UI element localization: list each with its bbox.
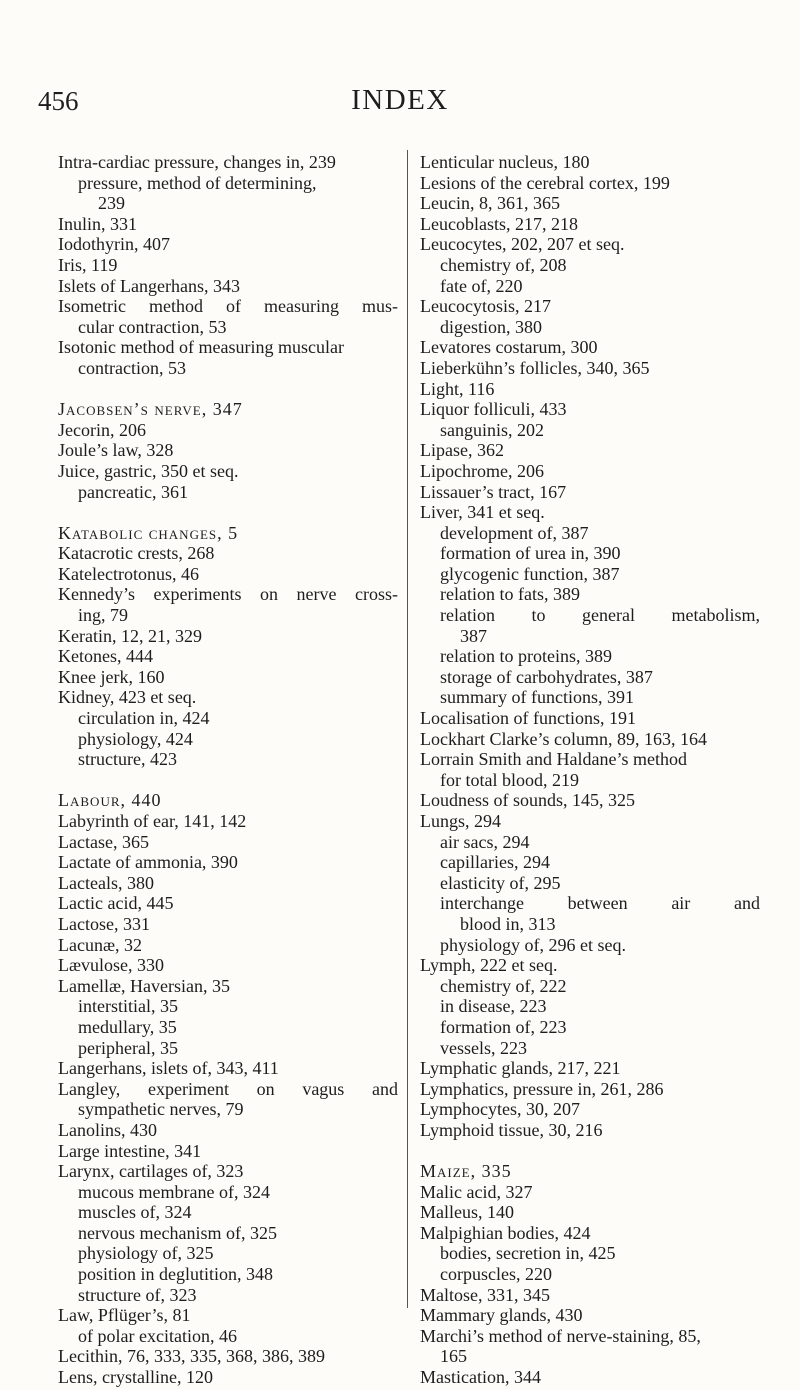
index-entry: Mammary glands, 430 (420, 1305, 583, 1326)
index-entry: in disease, 223 (440, 996, 547, 1017)
index-entry: physiology of, 296 et seq. (440, 934, 626, 955)
index-column-left (58, 152, 398, 1388)
index-entry: Lecithin, 76, 333, 335, 368, 386, 389 (58, 1346, 325, 1367)
index-entry: 165 (440, 1346, 467, 1367)
index-entry: Kidney, 423 et seq. (58, 687, 197, 708)
index-entry: for total blood, 219 (440, 769, 579, 790)
index-entry: medullary, 35 (78, 1016, 177, 1037)
index-entry: Juice, gastric, 350 et seq. (58, 460, 239, 481)
index-entry: Lipochrome, 206 (420, 460, 544, 481)
index-entry: Langerhans, islets of, 343, 411 (58, 1058, 279, 1079)
index-entry: Lymphocytes, 30, 207 (420, 1099, 580, 1120)
index-entry: Levatores costarum, 300 (420, 337, 598, 358)
index-entry: physiology, 424 (78, 728, 193, 749)
index-entry: circulation in, 424 (78, 708, 210, 729)
index-entry: structure, 423 (78, 749, 177, 770)
index-entry: cular contraction, 53 (78, 316, 227, 337)
index-entry: Leucoblasts, 217, 218 (420, 213, 578, 234)
index-entry: glycogenic function, 387 (440, 563, 620, 584)
index-entry: Lanolins, 430 (58, 1119, 157, 1140)
index-entry: fate of, 220 (440, 275, 523, 296)
index-entry: Leucocytosis, 217 (420, 296, 551, 317)
running-head: INDEX (351, 84, 449, 116)
index-entry: Lamellæ, Haversian, 35 (58, 975, 230, 996)
index-entry: Larynx, cartilages of, 323 (58, 1161, 244, 1182)
index-entry: ing, 79 (78, 605, 129, 626)
index-entry: relation to general metabolism, (440, 605, 760, 626)
index-entry: formation of urea in, 390 (440, 543, 621, 564)
index-entry: position in deglutition, 348 (78, 1264, 274, 1285)
index-entry: formation of, 223 (440, 1016, 567, 1037)
index-entry: Loudness of sounds, 145, 325 (420, 790, 635, 811)
index-entry: Lesions of the cerebral cortex, 199 (420, 172, 670, 193)
index-entry: Joule’s law, 328 (58, 440, 174, 461)
column-divider (407, 150, 408, 1308)
index-entry: Maize, 335 (420, 1161, 512, 1182)
index-entry: mucous membrane of, 324 (78, 1181, 270, 1202)
index-entry: relation to fats, 389 (440, 584, 580, 605)
index-entry: pressure, method of determining, (78, 172, 317, 193)
index-entry: Lymphatic glands, 217, 221 (420, 1058, 621, 1079)
index-entry: physiology of, 325 (78, 1243, 214, 1264)
index-entry: Malpighian bodies, 424 (420, 1222, 591, 1243)
index-entry: muscles of, 324 (78, 1202, 192, 1223)
index-entry: Lymphoid tissue, 30, 216 (420, 1119, 603, 1140)
index-entry: Lipase, 362 (420, 440, 504, 461)
index-entry: Intra-cardiac pressure, changes in, 239 (58, 152, 336, 172)
index-entry: interstitial, 35 (78, 996, 178, 1017)
index-entry: Lactic acid, 445 (58, 893, 174, 914)
index-entry: Islets of Langerhans, 343 (58, 275, 240, 296)
index-entry: Lacunæ, 32 (58, 934, 142, 955)
index-entry: Lactose, 331 (58, 913, 150, 934)
index-entry: Lactase, 365 (58, 831, 149, 852)
index-entry: storage of carbohydrates, 387 (440, 666, 653, 687)
index-entry: bodies, secretion in, 425 (440, 1243, 616, 1264)
index-entry: Iris, 119 (58, 254, 118, 275)
index-entry: Malleus, 140 (420, 1202, 514, 1223)
index-entry: Lactate of ammonia, 390 (58, 852, 238, 873)
index-entry: Mastication, 344 (420, 1367, 541, 1388)
index-entry: Localisation of functions, 191 (420, 708, 636, 729)
index-entry: summary of functions, 391 (440, 687, 634, 708)
index-entry: Inulin, 331 (58, 213, 137, 234)
index-entry: Light, 116 (420, 378, 495, 399)
index-entry: Labour, 440 (58, 790, 162, 811)
index-entry: Katelectrotonus, 46 (58, 563, 199, 584)
index-entry: interchange between air and (440, 893, 760, 914)
index-entry: 239 (98, 193, 125, 214)
index-entry: Ketones, 444 (58, 646, 153, 667)
index-entry: development of, 387 (440, 522, 589, 543)
index-entry: Malic acid, 327 (420, 1181, 533, 1202)
index-entry: Lissauer’s tract, 167 (420, 481, 567, 502)
index-entry: Kennedy’s experiments on nerve cross- (58, 584, 398, 605)
index-entry: capillaries, 294 (440, 852, 550, 873)
index-entry: Keratin, 12, 21, 329 (58, 625, 202, 646)
index-entry: Knee jerk, 160 (58, 666, 165, 687)
index-entry: Liquor folliculi, 433 (420, 399, 567, 420)
index-entry: Lieberkühn’s follicles, 340, 365 (420, 357, 650, 378)
page-number: 456 (38, 86, 79, 116)
index-entry: Lungs, 294 (420, 811, 501, 831)
index-entry: digestion, 380 (440, 316, 542, 337)
index-entry: Liver, 341 et seq. (420, 502, 545, 523)
index-entry: Marchi’s method of nerve-staining, 85, (420, 1325, 701, 1346)
index-entry: air sacs, 294 (440, 831, 530, 852)
index-entry: Jecorin, 206 (58, 419, 146, 440)
index-entry: Iodothyrin, 407 (58, 234, 170, 255)
index-entry: elasticity of, 295 (440, 872, 561, 893)
index-column-right (420, 152, 760, 1388)
index-entry: Lacteals, 380 (58, 872, 154, 893)
index-entry: Leucocytes, 202, 207 et seq. (420, 234, 625, 255)
index-entry: structure of, 323 (78, 1284, 197, 1305)
index-entry: Lenticular nucleus, 180 (420, 152, 590, 172)
index-entry: vessels, 223 (440, 1037, 527, 1058)
index-entry: Katacrotic crests, 268 (58, 543, 215, 564)
index-entry: Labyrinth of ear, 141, 142 (58, 811, 247, 831)
index-entry: Large intestine, 341 (58, 1140, 202, 1161)
index-entry: Jacobsen’s nerve, 347 (58, 399, 243, 420)
index-entry: peripheral, 35 (78, 1037, 178, 1058)
index-entry: sympathetic nerves, 79 (78, 1099, 244, 1120)
index-entry: Leucin, 8, 361, 365 (420, 193, 560, 214)
index-entry: relation to proteins, 389 (440, 646, 612, 667)
index-entry: Lockhart Clarke’s column, 89, 163, 164 (420, 728, 707, 749)
index-entry: pancreatic, 361 (78, 481, 188, 502)
index-entry: Maltose, 331, 345 (420, 1284, 550, 1305)
index-entry: contraction, 53 (78, 357, 186, 378)
index-entry: sanguinis, 202 (440, 419, 545, 440)
index-entry: Isometric method of measuring mus- (58, 296, 398, 317)
index-entry: Lorrain Smith and Haldane’s method (420, 749, 687, 770)
index-entry: blood in, 313 (460, 913, 556, 934)
index-entry: Katabolic changes, 5 (58, 522, 239, 543)
index-entry: Lens, crystalline, 120 (58, 1367, 213, 1388)
index-entry: nervous mechanism of, 325 (78, 1222, 277, 1243)
index-entry: of polar excitation, 46 (78, 1325, 237, 1346)
index-entry: 387 (460, 625, 487, 646)
index-entry: Lævulose, 330 (58, 955, 164, 976)
index-entry: chemistry of, 222 (440, 975, 567, 996)
index-entry: Law, Pflüger’s, 81 (58, 1305, 191, 1326)
index-entry: chemistry of, 208 (440, 254, 567, 275)
index-entry: Lymphatics, pressure in, 261, 286 (420, 1078, 664, 1099)
index-entry: Lymph, 222 et seq. (420, 955, 558, 976)
index-entry: Isotonic method of measuring muscular (58, 337, 344, 358)
index-entry: Langley, experiment on vagus and (58, 1078, 398, 1099)
index-entry: corpuscles, 220 (440, 1264, 552, 1285)
